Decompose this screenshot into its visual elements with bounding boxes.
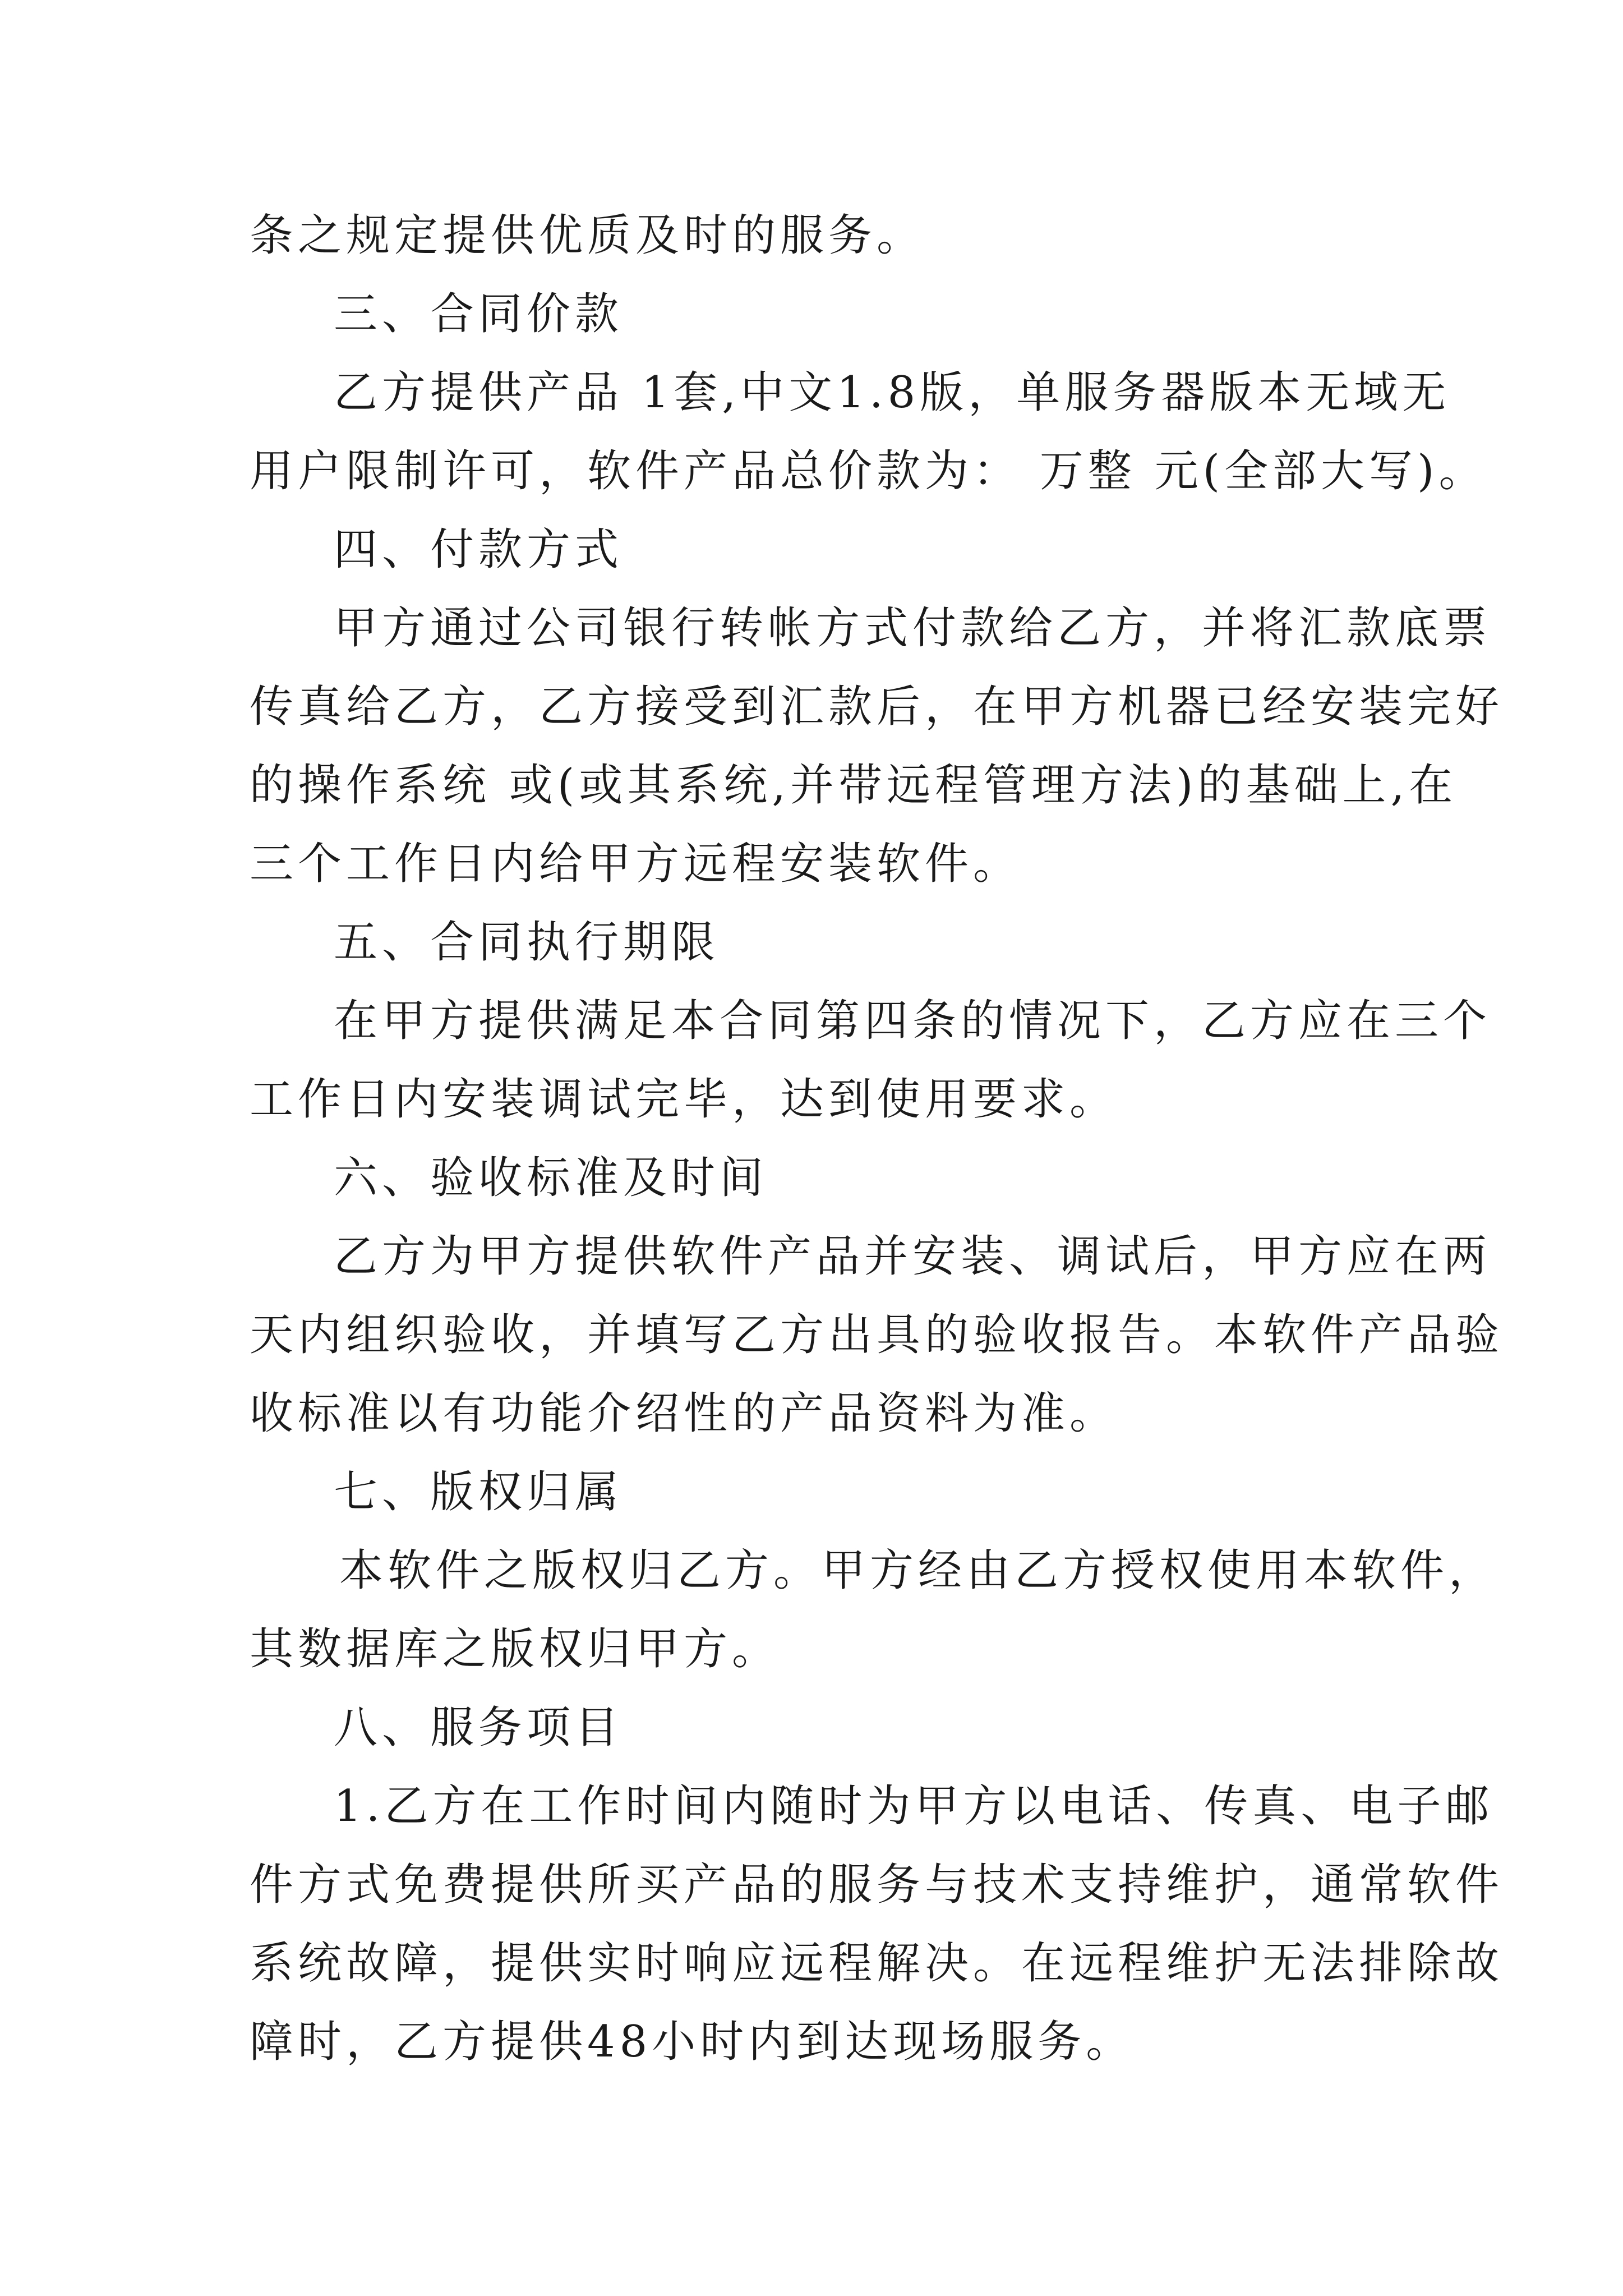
text-line: 甲方通过公司银行转帐方式付款给乙方，并将汇款底票 (334, 603, 1492, 654)
text-line: 1.乙方在工作时间内随时为甲方以电话、传真、电子邮 (334, 1781, 1494, 1832)
text-line: 天内组织验收，并填写乙方出具的验收报告。本软件产品验 (250, 1310, 1504, 1360)
text-line: 在甲方提供满足本合同第四条的情况下，乙方应在三个 (334, 996, 1492, 1046)
section-heading: 三、合同价款 (334, 289, 624, 339)
text-line: 系统故障，提供实时响应远程解决。在远程维护无法排除故 (250, 1938, 1504, 1989)
text-line: 工作日内安装调试完毕，达到使用要求。 (250, 1074, 1118, 1125)
text-line: 件方式免费提供所买产品的服务与技术支持维护，通常软件 (250, 1860, 1504, 1910)
section-heading: 五、合同执行期限 (334, 917, 720, 968)
section-heading: 七、版权归属 (334, 1467, 624, 1517)
text-line: 乙方提供产品 1套,中文1.8版，单服务器版本无域无 (334, 367, 1451, 418)
text-line: 传真给乙方，乙方接受到汇款后，在甲方机器已经安装完好 (250, 682, 1504, 732)
text-line: 收标准以有功能介绍性的产品资料为准。 (250, 1388, 1118, 1439)
text-line: 用户限制许可，软件产品总价款为： 万整 元(全部大写)。 (250, 446, 1487, 496)
text-line: 本软件之版权归乙方。甲方经由乙方授权使用本软件， (339, 1545, 1497, 1596)
text-line: 条之规定提供优质及时的服务。 (250, 210, 925, 261)
text-line: 其数据库之版权归甲方。 (250, 1624, 781, 1674)
section-heading: 八、服务项目 (334, 1703, 624, 1753)
section-heading: 六、验收标准及时间 (334, 1153, 768, 1203)
text-line: 的操作系统 或(或其系统,并带远程管理方法)的基础上,在 (250, 760, 1458, 811)
text-line: 障时，乙方提供48小时内到达现场服务。 (250, 2017, 1135, 2067)
text-line: 乙方为甲方提供软件产品并安装、调试后，甲方应在两 (334, 1231, 1492, 1282)
section-heading: 四、付款方式 (334, 524, 624, 575)
text-line: 三个工作日内给甲方远程安装软件。 (250, 839, 1022, 889)
